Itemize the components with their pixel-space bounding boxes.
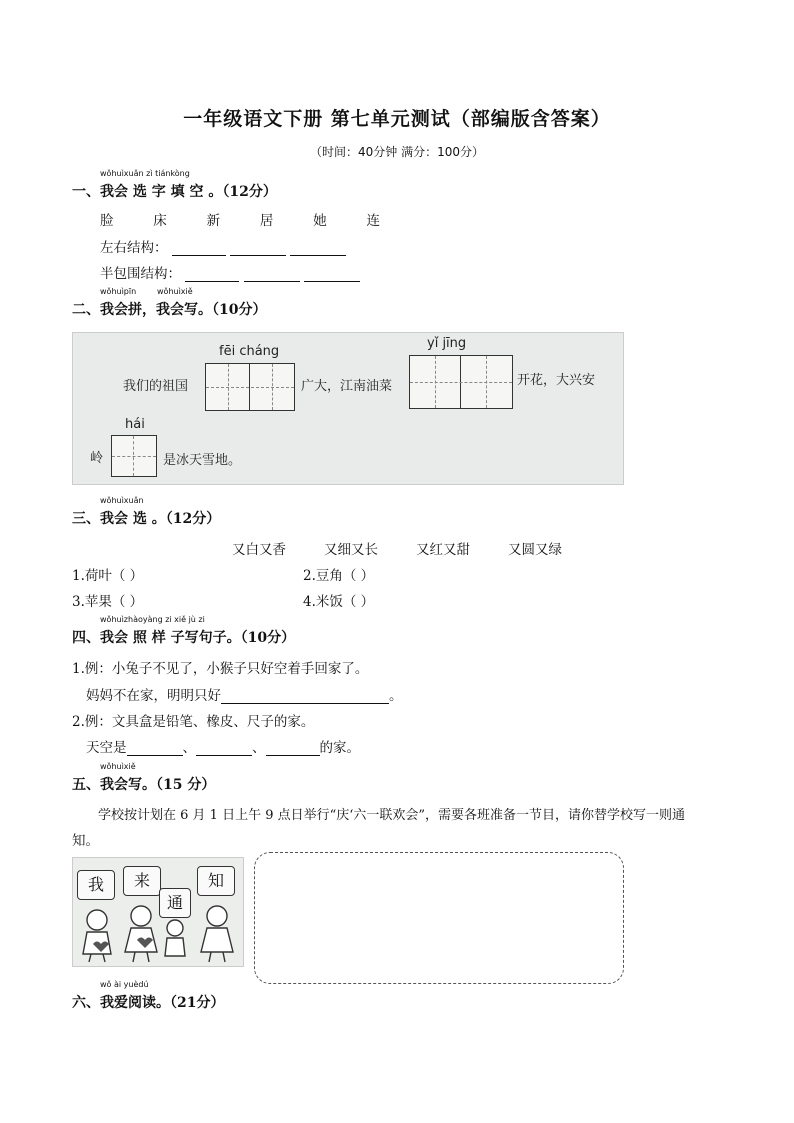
page-title: 一年级语文下册 第七单元测试（部编版含答案） <box>183 108 611 130</box>
example-2: 2.例：文具盒是铅笔、橡皮、尺子的家。 <box>72 714 315 730</box>
section-5-pinyin: wǒhuìxiě <box>100 762 136 771</box>
char-2: 床 <box>153 213 167 229</box>
exercise-1-text: 妈妈不在家，明明只好 <box>86 688 221 704</box>
left-right-row <box>100 236 346 256</box>
char-6: 连 <box>366 213 380 229</box>
pinyin-exercise-photo <box>72 332 624 485</box>
section-2-pinyin-b: wǒhuìxiě <box>157 287 193 296</box>
pinyin-fei-chang: fēi cháng <box>219 344 280 359</box>
photo-text-2: 广大，江南油菜 <box>301 379 393 394</box>
exercise-2-end: 的家。 <box>319 740 360 756</box>
item-2[interactable]: 2.豆角（ ） <box>303 568 375 584</box>
photo-text-4: 岭 <box>90 451 104 466</box>
item-3[interactable]: 3.苹果（ ） <box>72 594 144 610</box>
option-3: 又红又甜 <box>416 542 470 558</box>
section-4-heading <box>72 615 296 647</box>
blank[interactable] <box>230 242 286 256</box>
option-2: 又细又长 <box>324 542 378 558</box>
page-subtitle: （时间：40分钟 满分：100分） <box>310 145 484 159</box>
half-enclosure-label: 半包围结构： <box>100 266 181 282</box>
section-4-pinyin: wǒhuìzhàoyàng zi xiě jù zi <box>100 615 205 624</box>
section-3-pinyin: wǒhuìxuǎn <box>100 496 144 505</box>
section-1-title: 一、我会 选 字 填 空 。（12分） <box>72 184 277 200</box>
section-2-heading <box>72 287 267 319</box>
char-4: 居 <box>259 213 274 229</box>
left-right-label: 左右结构： <box>100 240 168 256</box>
exercise-2-line <box>86 736 360 756</box>
exercise-1-line <box>86 684 403 704</box>
char-1: 脸 <box>100 213 114 229</box>
blank[interactable] <box>127 742 183 756</box>
section-2-title: 二、我会拼，我会写。（10分） <box>72 302 267 318</box>
item-1[interactable]: 1.荷叶（ ） <box>72 568 144 584</box>
card-wo: 我 <box>77 870 115 900</box>
blank[interactable] <box>244 268 300 282</box>
pinyin-hai: hái <box>125 417 145 432</box>
section-2-pinyin-a: wǒhuìpīn <box>100 287 137 296</box>
option-row <box>232 538 562 558</box>
separator: 、 <box>182 740 196 756</box>
half-enclosure-row <box>100 262 360 282</box>
blank[interactable] <box>304 268 360 282</box>
photo-text-3: 开花，大兴安 <box>517 373 596 388</box>
char-5: 她 <box>313 213 327 229</box>
char-row <box>100 209 380 229</box>
photo-text-1: 我们的祖国 <box>123 379 189 394</box>
kids-drawing <box>73 858 243 966</box>
writing-grid-2[interactable] <box>409 355 513 409</box>
exercise-2-text: 天空是 <box>86 740 127 756</box>
blank[interactable] <box>290 242 346 256</box>
char-3: 新 <box>206 213 221 229</box>
children-illustration <box>72 857 244 967</box>
section-6-title: 六、我爱阅读。（21分） <box>72 995 225 1011</box>
section-3-title: 三、我会 选 。（12分） <box>72 511 221 527</box>
section-6-pinyin: wǒ ài yuèdú <box>100 980 149 989</box>
section-1-pinyin: wǒhuìxuǎn zì tiánkòng <box>100 169 190 178</box>
writing-grid-3[interactable] <box>111 435 157 477</box>
notice-paragraph: 学校按计划在 6 月 1 日上午 9 点日举行“庆‘六一联欢会”，需要各班准备一节目，请你替学校写一则通 <box>98 808 686 823</box>
example-1: 1.例：小兔子不见了，小猴子只好空着手回家了。 <box>72 661 369 677</box>
blank[interactable] <box>185 268 239 282</box>
card-tong: 通 <box>159 888 191 918</box>
section-6-heading <box>72 980 225 1012</box>
card-lai: 来 <box>123 866 161 896</box>
writing-grid-1[interactable] <box>205 363 295 411</box>
separator: 、 <box>252 740 266 756</box>
photo-text-5: 是冰天雪地。 <box>163 453 242 468</box>
option-4: 又圆又绿 <box>508 542 562 558</box>
exercise-1-end: 。 <box>389 688 403 704</box>
section-5-heading <box>72 762 216 794</box>
notice-paragraph-end: 知。 <box>72 833 99 849</box>
section-3-heading <box>72 496 221 528</box>
section-1-heading <box>72 169 277 201</box>
section-5-title: 五、我会写。（15 分） <box>72 777 216 793</box>
item-4[interactable]: 4.米饭（ ） <box>303 594 375 610</box>
blank[interactable] <box>196 742 252 756</box>
card-zhi: 知 <box>197 866 235 896</box>
pinyin-yi-jing: yǐ jīng <box>427 336 467 351</box>
notice-writing-box[interactable] <box>254 852 624 984</box>
option-1: 又白又香 <box>232 542 286 558</box>
blank[interactable] <box>172 242 226 256</box>
blank[interactable] <box>221 690 389 704</box>
blank[interactable] <box>266 742 320 756</box>
section-4-title: 四、我会 照 样 子写句子。（10分） <box>72 630 296 646</box>
